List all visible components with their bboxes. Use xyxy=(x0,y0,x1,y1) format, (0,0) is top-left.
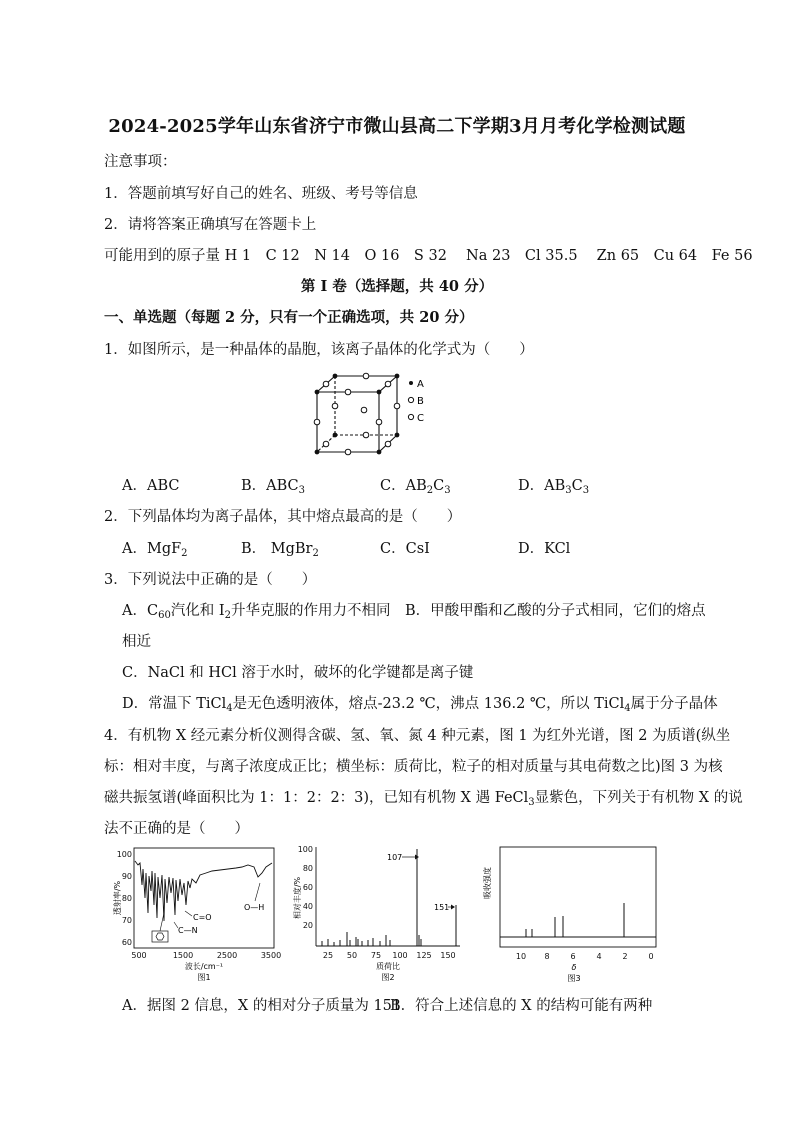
fig3-xtick: 4 xyxy=(596,952,602,961)
fig2-peak-151-label: 151 xyxy=(434,903,450,912)
fig1-ytick: 80 xyxy=(121,894,132,903)
q3-option-b-cont: 相近 xyxy=(122,634,151,650)
legend-c-marker xyxy=(408,414,413,419)
fig3-xtick: 10 xyxy=(515,952,527,961)
q2-stem: 2．下列晶体均为离子晶体，其中熔点最高的是（ ） xyxy=(104,509,462,525)
figure-2-mass-spectrum xyxy=(290,843,465,983)
q4-stem-line4: 法不正确的是（ ） xyxy=(104,821,249,837)
notice-item-2: 2．请将答案正确填写在答题卡上 xyxy=(104,217,317,233)
figure-3-nmr-spectrum xyxy=(478,843,664,983)
fig1-xtick: 3500 xyxy=(260,951,282,960)
crystal-cell-diagram xyxy=(300,368,440,460)
section1-heading: 一、单选题（每题 2 分，只有一个正确选项，共 20 分） xyxy=(104,309,474,326)
legend-b-label: B xyxy=(417,396,424,407)
page-title: 2024-2025学年山东省济宁市微山县高二下学期3月月考化学检测试题 xyxy=(108,116,686,137)
q2-option-d[interactable]: D．KCl xyxy=(518,541,571,557)
fig1-xtick: 2500 xyxy=(216,951,238,960)
q3-option-a[interactable]: A．$C_{60}$汽化和 $I_2$升华克服的作用力不相同 xyxy=(122,603,391,621)
fig3-ylabel: 吸收强度 xyxy=(483,867,492,899)
q1-stem: 1．如图所示，是一种晶体的晶胞，该离子晶体的化学式为（ ） xyxy=(104,342,534,358)
fig1-label-cn: C—N xyxy=(178,926,198,935)
q3-stem: 3．下列说法中正确的是（ ） xyxy=(104,572,317,588)
q1-option-a[interactable]: A．ABC xyxy=(122,478,180,494)
q3-option-b[interactable]: B．甲酸甲酯和乙酸的分子式相同，它们的熔点 xyxy=(405,603,706,619)
fig2-ytick: 80 xyxy=(302,864,313,873)
legend-c-label: C xyxy=(417,413,424,424)
q2-option-a[interactable]: A．MgF$_2$ xyxy=(122,541,188,559)
fig3-xtick: 6 xyxy=(570,952,576,961)
fig3-xtick: 0 xyxy=(648,952,654,961)
fig1-ytick: 100 xyxy=(116,850,132,859)
legend-a-marker xyxy=(409,381,413,385)
legend-a-label: A xyxy=(417,379,424,390)
q3-option-c[interactable]: C．NaCl 和 HCl 溶于水时，破坏的化学键都是离子键 xyxy=(122,665,474,681)
fig2-ytick: 20 xyxy=(302,921,313,930)
notice-item-1: 1．答题前填写好自己的姓名、班级、考号等信息 xyxy=(104,186,418,202)
fig1-xtick: 1500 xyxy=(172,951,194,960)
fig1-label-co: C=O xyxy=(193,913,212,922)
fig1-ytick: 60 xyxy=(121,938,132,947)
fig2-ytick: 60 xyxy=(302,883,313,892)
fig1-label-oh: O—H xyxy=(244,903,265,912)
fig1-ytick: 90 xyxy=(121,872,132,881)
q3-option-d[interactable]: D．常温下 TiCl$_4$是无色透明液体，熔点-23.2 ℃，沸点 136.2 ℃，所以 TiCl$_4$属于分子晶体 xyxy=(122,696,718,714)
q4-stem-line3: 磁共振氢谱(峰面积比为 1：1：2：2：3)，已知有机物 X 遇 FeCl$_3$显紫色，下列关于有机物 X 的说 xyxy=(104,790,743,808)
fig2-ylabel: 相对丰度/% xyxy=(293,876,302,920)
atomic-mass-line: 可能用到的原子量 H 1 C 12 N 14 O 16 S 32 Na 23 Cl 35.5 Zn 65 Cu 64 Fe 56 xyxy=(104,248,753,264)
figure-1-ir-spectrum xyxy=(112,843,282,983)
fig1-xtick: 500 xyxy=(131,951,147,960)
notice-heading: 注意事项： xyxy=(104,154,177,170)
fig2-ytick: 100 xyxy=(297,845,313,854)
fig2-xtick: 150 xyxy=(440,951,456,960)
fig2-ytick: 40 xyxy=(302,902,313,911)
q2-option-c[interactable]: C．CsI xyxy=(380,541,430,557)
fig3-caption: 图3 xyxy=(567,974,581,983)
fig2-xtick: 100 xyxy=(392,951,408,960)
fig2-xtick: 25 xyxy=(322,951,334,960)
fig1-xlabel: 波长/cm⁻¹ xyxy=(184,962,224,971)
fig1-ylabel: 透射率/% xyxy=(113,880,122,916)
fig2-xtick: 125 xyxy=(416,951,432,960)
q4-stem-line2: 标：相对丰度，与离子浓度成正比；横坐标：质荷比，粒子的相对质量与其电荷数之比)图 3 为核 xyxy=(104,759,723,775)
fig3-xlabel: δ xyxy=(571,963,577,972)
q4-option-a[interactable]: A．据图 2 信息，X 的相对分子质量为 151 xyxy=(122,998,402,1014)
fig2-xtick: 75 xyxy=(370,951,382,960)
fig2-peak-107-label: 107 xyxy=(387,853,403,862)
q2-option-b[interactable]: B． MgBr$_2$ xyxy=(241,541,319,559)
q4-stem-line1: 4．有机物 X 经元素分析仪测得含碳、氢、氧、氮 4 种元素，图 1 为红外光谱，图 2 为质谱(纵坐 xyxy=(104,728,731,744)
q1-option-d[interactable]: D．$AB_3C_3$ xyxy=(518,478,590,496)
fig2-xtick: 50 xyxy=(346,951,358,960)
fig3-xtick: 2 xyxy=(622,952,628,961)
fig2-xlabel: 质荷比 xyxy=(376,962,400,971)
part1-heading: 第 I 卷（选择题，共 40 分） xyxy=(300,278,494,295)
fig1-ytick: 70 xyxy=(121,916,132,925)
fig2-caption: 图2 xyxy=(381,973,395,982)
fig1-caption: 图1 xyxy=(197,973,211,982)
fig3-xtick: 8 xyxy=(544,952,550,961)
q1-option-b[interactable]: B．$ABC_3$ xyxy=(241,478,306,496)
legend-b-marker xyxy=(408,397,413,402)
q1-option-c[interactable]: C．$AB_2C_3$ xyxy=(380,478,451,496)
q4-option-b[interactable]: B．符合上述信息的 X 的结构可能有两种 xyxy=(390,998,653,1014)
